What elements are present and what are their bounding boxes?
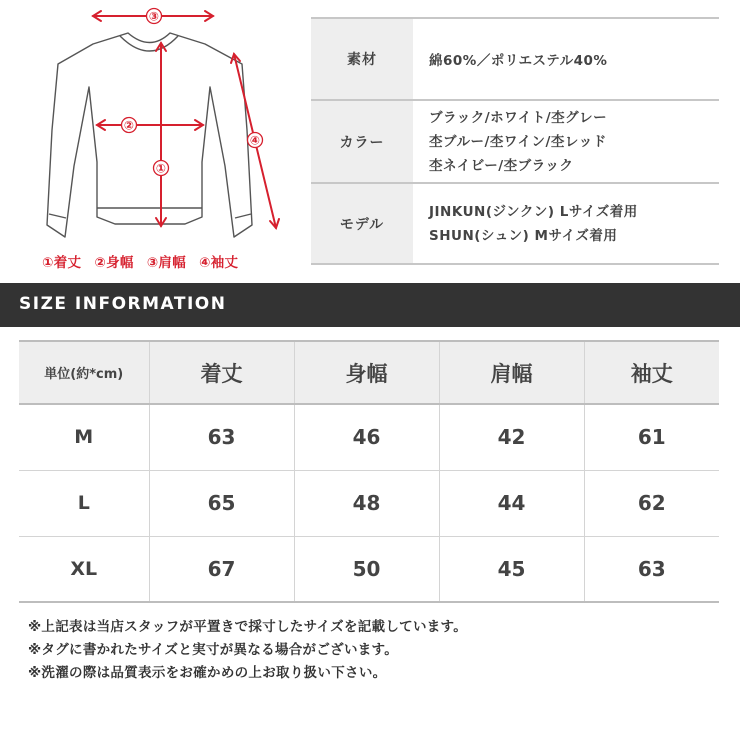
size-cell: 65 [149, 470, 294, 536]
spec-value-material: 綿60%／ポリエステル40% [413, 18, 719, 100]
size-cell: 67 [149, 536, 294, 602]
marker-2-label: ② [123, 118, 135, 133]
size-cell: 61 [584, 404, 719, 470]
legend-item-sleeve: ④袖丈 [199, 255, 239, 271]
spec-row-color [311, 100, 719, 183]
size-cell: 48 [294, 470, 439, 536]
sweater-outline [47, 33, 252, 237]
marker-2 [122, 118, 137, 133]
size-table [19, 340, 719, 603]
marker-1-label: ① [155, 161, 167, 176]
spec-row-material [311, 18, 719, 100]
spec-value-model [413, 183, 719, 264]
banner-title: SIZE INFORMATION [19, 294, 227, 314]
sweater-measurement-diagram [0, 0, 300, 280]
diagram-legend [42, 251, 238, 271]
header-body-width: 身幅 [294, 341, 439, 404]
size-cell: 42 [439, 404, 584, 470]
table-row [19, 470, 719, 536]
spec-row-model [311, 183, 719, 264]
marker-3-label: ③ [148, 9, 160, 24]
table-row [19, 404, 719, 470]
size-cell: 62 [584, 470, 719, 536]
table-row [19, 536, 719, 602]
note-line: ※タグに書かれたサイズと実寸が異なる場合がございます。 [28, 642, 399, 658]
size-cell: 50 [294, 536, 439, 602]
header-shoulder: 肩幅 [439, 341, 584, 404]
size-label: M [19, 404, 149, 470]
spec-model-line: SHUN(シュン) Mサイズ着用 [429, 227, 618, 244]
product-spec-table [311, 17, 719, 265]
size-notes [28, 616, 467, 685]
size-label: L [19, 470, 149, 536]
size-cell: 63 [584, 536, 719, 602]
note-line: ※上記表は当店スタッフが平置きで採寸したサイズを記載しています。 [28, 619, 468, 635]
size-label: XL [19, 536, 149, 602]
spec-color-line: 杢ネイビー/杢ブラック [429, 157, 574, 174]
marker-1 [154, 161, 169, 176]
spec-value-color [413, 100, 719, 183]
header-unit: 単位(約*cm) [19, 341, 149, 404]
spec-label-model: モデル [311, 183, 413, 264]
size-information-banner [0, 283, 740, 327]
size-cell: 46 [294, 404, 439, 470]
marker-4 [248, 133, 263, 148]
size-cell: 63 [149, 404, 294, 470]
legend-item-shoulder: ③肩幅 [146, 255, 187, 271]
spec-label-color: カラー [311, 100, 413, 183]
header-length: 着丈 [149, 341, 294, 404]
header-sleeve: 袖丈 [584, 341, 719, 404]
marker-4-label: ④ [249, 133, 261, 148]
size-cell: 45 [439, 536, 584, 602]
legend-item-width: ②身幅 [94, 255, 134, 271]
size-table-header-row [19, 341, 719, 404]
note-line: ※洗濯の際は品質表示をお確かめの上お取り扱い下さい。 [28, 665, 387, 681]
size-cell: 44 [439, 470, 584, 536]
spec-color-line: 杢ブルー/杢ワイン/杢レッド [429, 133, 607, 150]
spec-label-material: 素材 [311, 18, 413, 100]
legend-item-length: ①着丈 [42, 255, 82, 271]
spec-model-line: JINKUN(ジンクン) Lサイズ着用 [429, 203, 638, 220]
marker-3 [147, 9, 162, 24]
spec-color-line: ブラック/ホワイト/杢グレー [429, 109, 608, 126]
